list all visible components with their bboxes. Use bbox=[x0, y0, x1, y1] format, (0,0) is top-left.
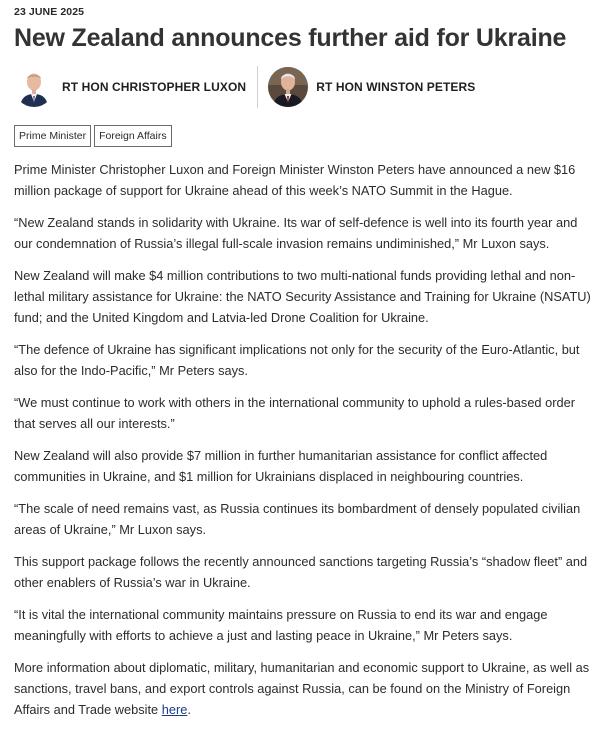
minister-luxon[interactable] bbox=[14, 67, 246, 107]
minister-name-luxon: RT HON CHRISTOPHER LUXON bbox=[62, 80, 247, 94]
peters-portrait bbox=[268, 67, 308, 107]
paragraph: Prime Minister Christopher Luxon and Foreign Minister Winston Peters have announced a new $16 million package of support for Ukraine ahead of this week’s NATO Summit in the Hague. bbox=[14, 162, 576, 198]
paragraph: This support package follows the recently announced sanctions targeting Russia’s “shadow fleet” and other enablers of Russia’s war in Ukraine. bbox=[14, 554, 588, 590]
article-title: New Zealand announces further aid for Ukraine bbox=[14, 24, 567, 52]
minister-peters[interactable] bbox=[268, 67, 475, 107]
minister-divider bbox=[257, 66, 258, 108]
ministers-row bbox=[14, 65, 597, 109]
paragraph: “The defence of Ukraine has significant implications not only for the security of the Euro-Atlantic, but also for the Indo-Pacific,” Mr Peters says. bbox=[14, 342, 580, 378]
portfolio-tags bbox=[14, 125, 597, 147]
more-info-link[interactable]: here bbox=[161, 702, 188, 717]
luxon-portrait bbox=[14, 67, 54, 107]
paragraph: New Zealand will also provide $7 million in further humanitarian assistance for conflict affected communities in Ukraine, and $1 million for Ukrainians displaced in neighbouring countries. bbox=[14, 448, 548, 484]
final-paragraph-end: . bbox=[187, 702, 191, 717]
paragraph: “The scale of need remains vast, as Russia continues its bombardment of densely populated civilian areas of Ukraine,” Mr Luxon says. bbox=[14, 501, 581, 537]
paragraph: “We must continue to work with others in the international community to uphold a rules-based order that serves all our interests.” bbox=[14, 395, 575, 431]
paragraph: “New Zealand stands in solidarity with Ukraine. Its war of self-defence is well into its fourth year and our condemnation of Russia’s illegal full-scale invasion remains undiminished,” Mr Luxon says. bbox=[14, 215, 578, 251]
article-body bbox=[14, 159, 597, 720]
article-date: 23 JUNE 2025 bbox=[14, 6, 85, 18]
paragraph: New Zealand will make $4 million contributions to two multi-national funds providing lethal and non-lethal military assistance for Ukraine: the NATO Security Assistance and Training for Ukraine (NSATU) fund; and the United Kingdom and Latvia-led Drone Coalition for Ukraine. bbox=[14, 268, 591, 325]
paragraph: “It is vital the international community maintains pressure on Russia to end its war and engage meaningfully with efforts to achieve a just and lasting peace in Ukraine,” Mr Peters says. bbox=[14, 607, 548, 643]
final-paragraph bbox=[14, 657, 597, 720]
final-paragraph-text: More information about diplomatic, military, humanitarian and economic support to Ukraine, as well as sanctions, travel bans, and export controls against Russia, can be found on the Ministry of Foreign Affairs and Trade website bbox=[14, 660, 590, 717]
tag-foreign-affairs[interactable]: Foreign Affairs bbox=[94, 125, 172, 147]
tag-prime-minister[interactable]: Prime Minister bbox=[14, 125, 91, 147]
minister-name-peters: RT HON WINSTON PETERS bbox=[316, 80, 476, 94]
